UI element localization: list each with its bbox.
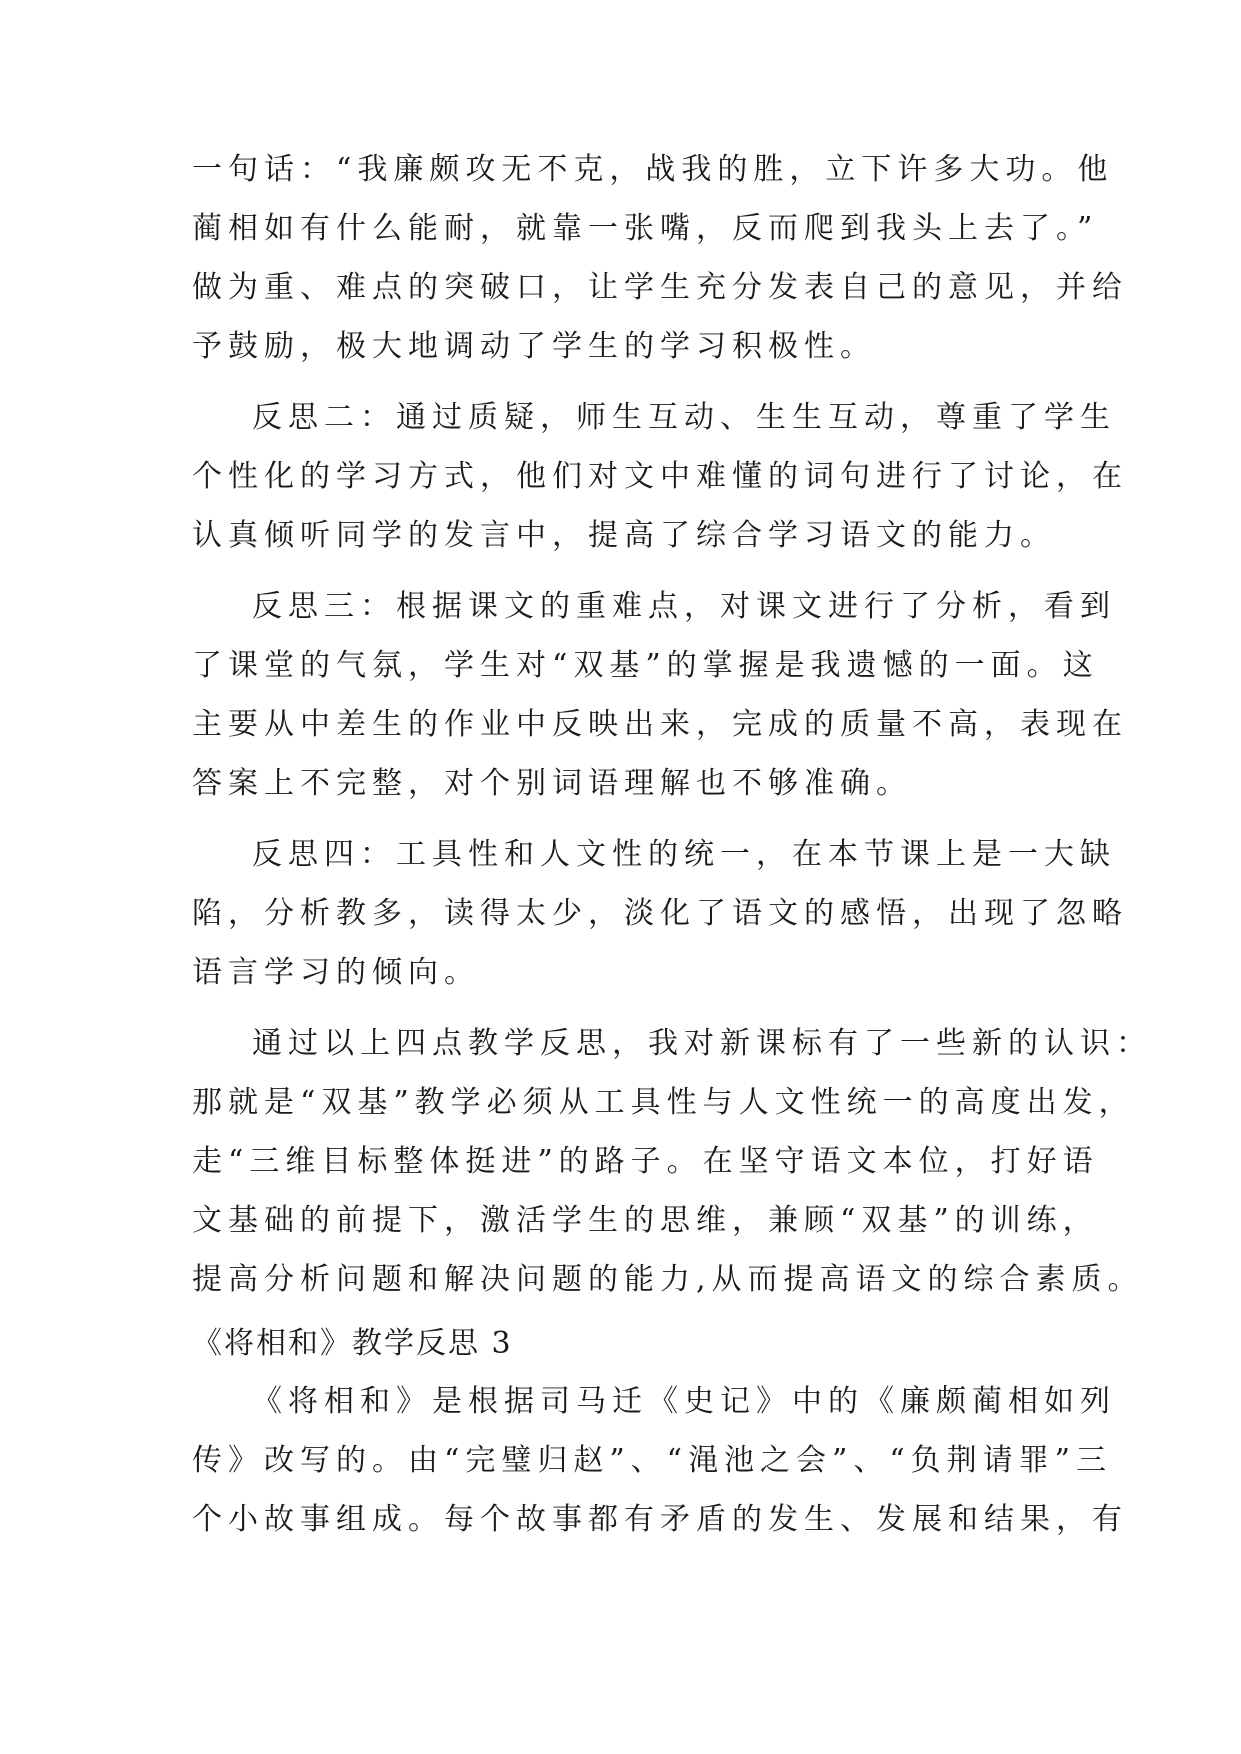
paragraph-line: 蔺相如有什么能耐，就靠一张嘴，反而爬到我头上去了。”: [192, 211, 1099, 246]
paragraph-line: 一句话：“我廉颇攻无不克，战我的胜，立下许多大功。他: [192, 152, 1114, 187]
paragraph-line: 予鼓励，极大地调动了学生的学习积极性。: [192, 329, 876, 364]
paragraph-line: 反思二：通过质疑，师生互动、生生互动，尊重了学生: [252, 400, 1116, 435]
paragraph-line: 反思四：工具性和人文性的统一，在本节课上是一大缺: [252, 837, 1116, 872]
paragraph-line: 做为重、难点的突破口，让学生充分发表自己的意见，并给: [192, 270, 1128, 305]
paragraph-line: 传》改写的。由“完璧归赵”、“渑池之会”、“负荆请罪”三: [192, 1443, 1113, 1478]
paragraph-line: 个性化的学习方式，他们对文中难懂的词句进行了讨论，在: [192, 459, 1128, 494]
paragraph-line: 了课堂的气氛，学生对“双基”的掌握是我遗憾的一面。这: [192, 648, 1099, 683]
paragraph-line: 走“三维目标整体挺进”的路子。在坚守语文本位，打好语: [192, 1144, 1099, 1179]
paragraph-line: 文基础的前提下，激活学生的思维，兼顾“双基”的训练，: [192, 1203, 1099, 1238]
paragraph-line: 提高分析问题和解决问题的能力,从而提高语文的综合素质。: [192, 1262, 1144, 1297]
paragraph-line: 答案上不完整，对个别词语理解也不够准确。: [192, 766, 912, 801]
paragraph-line: 反思三：根据课文的重难点，对课文进行了分析，看到: [252, 589, 1116, 624]
paragraph-line: 通过以上四点教学反思，我对新课标有了一些新的认识：: [252, 1026, 1152, 1061]
section-heading: 《将相和》教学反思 3: [192, 1326, 513, 1361]
paragraph-line: 主要从中差生的作业中反映出来，完成的质量不高，表现在: [192, 707, 1128, 742]
paragraph-line: 认真倾听同学的发言中，提高了综合学习语文的能力。: [192, 518, 1056, 553]
paragraph-line: 个小故事组成。每个故事都有矛盾的发生、发展和结果，有: [192, 1502, 1128, 1537]
paragraph-line: 语言学习的倾向。: [192, 955, 480, 990]
paragraph-line: 陷，分析教多，读得太少，淡化了语文的感悟，出现了忽略: [192, 896, 1128, 931]
paragraph-line: 《将相和》是根据司马迁《史记》中的《廉颇蔺相如列: [252, 1384, 1116, 1419]
paragraph-line: 那就是“双基”教学必须从工具性与人文性统一的高度出发，: [192, 1085, 1135, 1120]
